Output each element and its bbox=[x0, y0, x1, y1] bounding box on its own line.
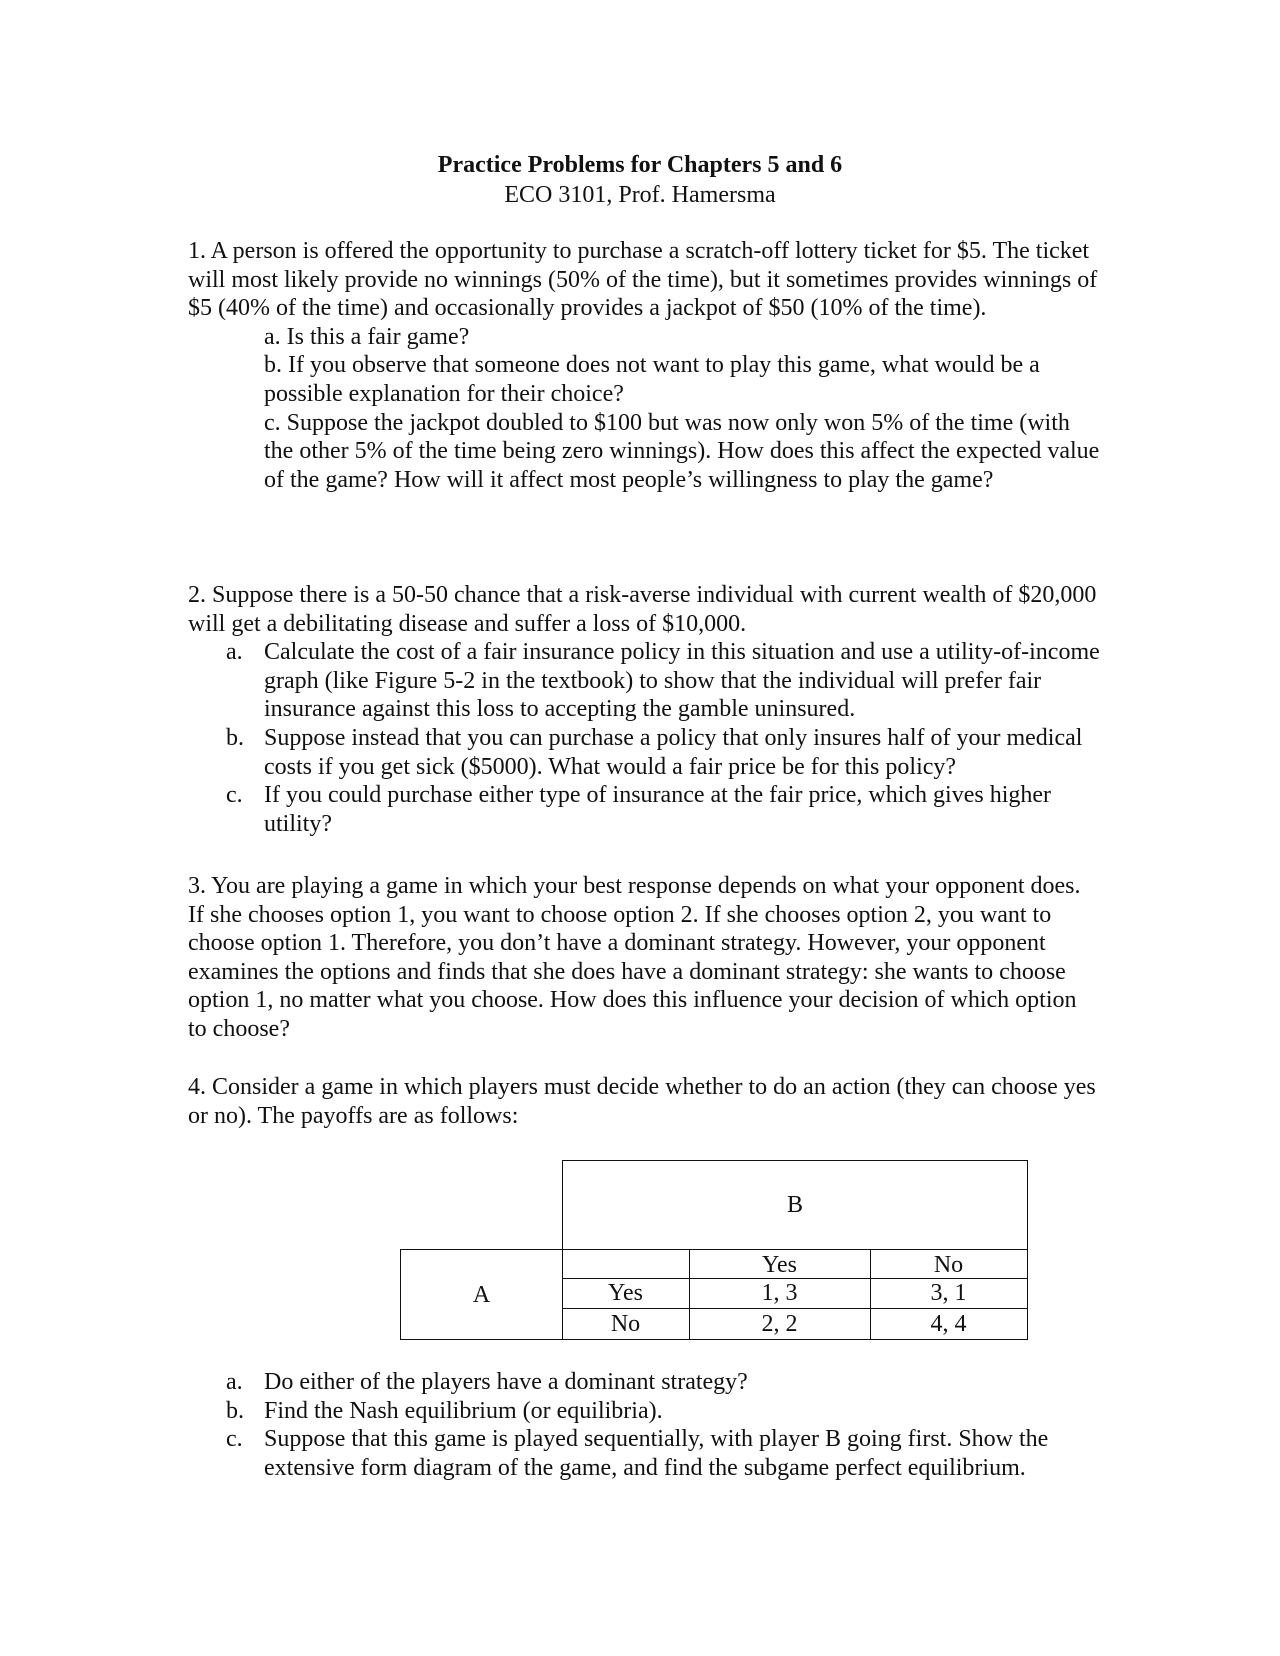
problem-4 bbox=[188, 1073, 1100, 1130]
payoff-table bbox=[400, 1160, 1028, 1340]
header bbox=[0, 150, 1280, 210]
part-text: Do either of the players have a dominant strategy? bbox=[264, 1369, 748, 1395]
payoff-yes-no bbox=[870, 1278, 1028, 1309]
a-yes-label: Yes bbox=[608, 1280, 643, 1306]
problem-2 bbox=[188, 581, 1100, 838]
payoff-value: 3, 1 bbox=[930, 1280, 967, 1306]
problem-2-parts bbox=[188, 638, 1100, 838]
a-yes-header bbox=[562, 1278, 690, 1309]
problem-2-part-a bbox=[188, 638, 1100, 724]
payoff-no-no bbox=[870, 1308, 1028, 1340]
problem-3 bbox=[188, 872, 1100, 1044]
problem-4-text: 4. Consider a game in which players must decide whether to do an action (they can choose yes or no). The payoffs are as follows: bbox=[188, 1074, 1096, 1129]
part-text: If you could purchase either type of insurance at the fair price, which gives higher utility? bbox=[264, 782, 1052, 837]
problem-1-part-c: c. Suppose the jackpot doubled to $100 but was now only won 5% of the time (with the other 5% of the time being zero winnings). How does this affect the expected value of the game? How will it affect most people’s willingness to play the game? bbox=[264, 409, 1100, 493]
list-marker: b. bbox=[226, 724, 244, 751]
b-no-label: No bbox=[933, 1252, 964, 1278]
empty-corner-cell bbox=[562, 1249, 690, 1279]
payoff-no-yes bbox=[689, 1308, 871, 1340]
b-yes-label: Yes bbox=[762, 1252, 797, 1278]
list-marker: c. bbox=[226, 1426, 243, 1453]
problem-1-part-b: b. If you observe that someone does not want to play this game, what would be a possible explanation for their choice? bbox=[264, 352, 1040, 407]
payoff-yes-yes bbox=[689, 1278, 871, 1309]
course-subtitle: ECO 3101, Prof. Hamersma bbox=[504, 182, 776, 208]
part-text: Calculate the cost of a fair insurance policy in this situation and use a utility-of-income graph (like Figure 5-2 in the textbook) to show that the individual will prefer fair insurance against this loss to accepting the gamble uninsured. bbox=[264, 639, 1100, 723]
list-marker: b. bbox=[226, 1397, 244, 1424]
player-a-label: A bbox=[472, 1282, 491, 1308]
payoff-value: 1, 3 bbox=[761, 1280, 798, 1306]
problem-2-part-c bbox=[188, 781, 1100, 838]
problem-2-text: 2. Suppose there is a 50-50 chance that a risk-averse individual with current wealth of $20,000 will get a debilitating disease and suffer a loss of $10,000. bbox=[188, 582, 1097, 637]
a-no-header bbox=[562, 1308, 690, 1340]
a-no-label: No bbox=[610, 1311, 641, 1337]
list-marker: a. bbox=[226, 1369, 243, 1395]
problem-1-text: 1. A person is offered the opportunity to purchase a scratch-off lottery ticket for $5. The ticket will most likely provide no winnings (50% of the time), but it sometimes provides winnings of $5 (40% of the time) and occasionally provides a jackpot of $50 (10% of the time). bbox=[188, 238, 1098, 322]
b-no-header bbox=[870, 1249, 1028, 1279]
player-b-label: B bbox=[786, 1192, 803, 1218]
list-marker: a. bbox=[226, 639, 243, 666]
payoff-value: 4, 4 bbox=[930, 1311, 967, 1337]
problem-4-part-a bbox=[188, 1368, 1100, 1397]
document-title: Practice Problems for Chapters 5 and 6 bbox=[437, 152, 843, 178]
problem-3-text: 3. You are playing a game in which your best response depends on what your opponent does. If she chooses option 1, you want to choose option 2. If she chooses option 2, you want to choose option 1. Therefore, you don’t have a dominant strategy. However, your opponent examines the options and finds that she does have a dominant strategy: she wants to choose option 1, no matter what you choose. How does this influence your decision of which option to choose? bbox=[188, 873, 1081, 1042]
problem-2-part-b bbox=[188, 724, 1100, 781]
player-a-header bbox=[400, 1249, 563, 1340]
problem-4-part-c bbox=[188, 1425, 1100, 1482]
payoff-value: 2, 2 bbox=[761, 1311, 798, 1337]
problem-1-part-a: a. Is this a fair game? bbox=[264, 323, 470, 350]
part-text: Suppose instead that you can purchase a policy that only insures half of your medical costs if you get sick ($5000). What would a fair price be for this policy? bbox=[264, 724, 1083, 780]
part-text: Find the Nash equilibrium (or equilibria). bbox=[264, 1397, 663, 1424]
part-text: Suppose that this game is played sequentially, with player B going first. Show the extensive form diagram of the game, and find the subgame perfect equilibrium. bbox=[264, 1426, 1049, 1481]
problem-4-parts bbox=[188, 1368, 1100, 1482]
problem-4-parts-list bbox=[188, 1368, 1100, 1482]
list-marker: c. bbox=[226, 782, 243, 809]
problem-4-part-b bbox=[188, 1397, 1100, 1426]
player-b-header bbox=[562, 1160, 1028, 1249]
b-yes-header bbox=[689, 1249, 871, 1279]
problem-1 bbox=[188, 237, 1100, 494]
